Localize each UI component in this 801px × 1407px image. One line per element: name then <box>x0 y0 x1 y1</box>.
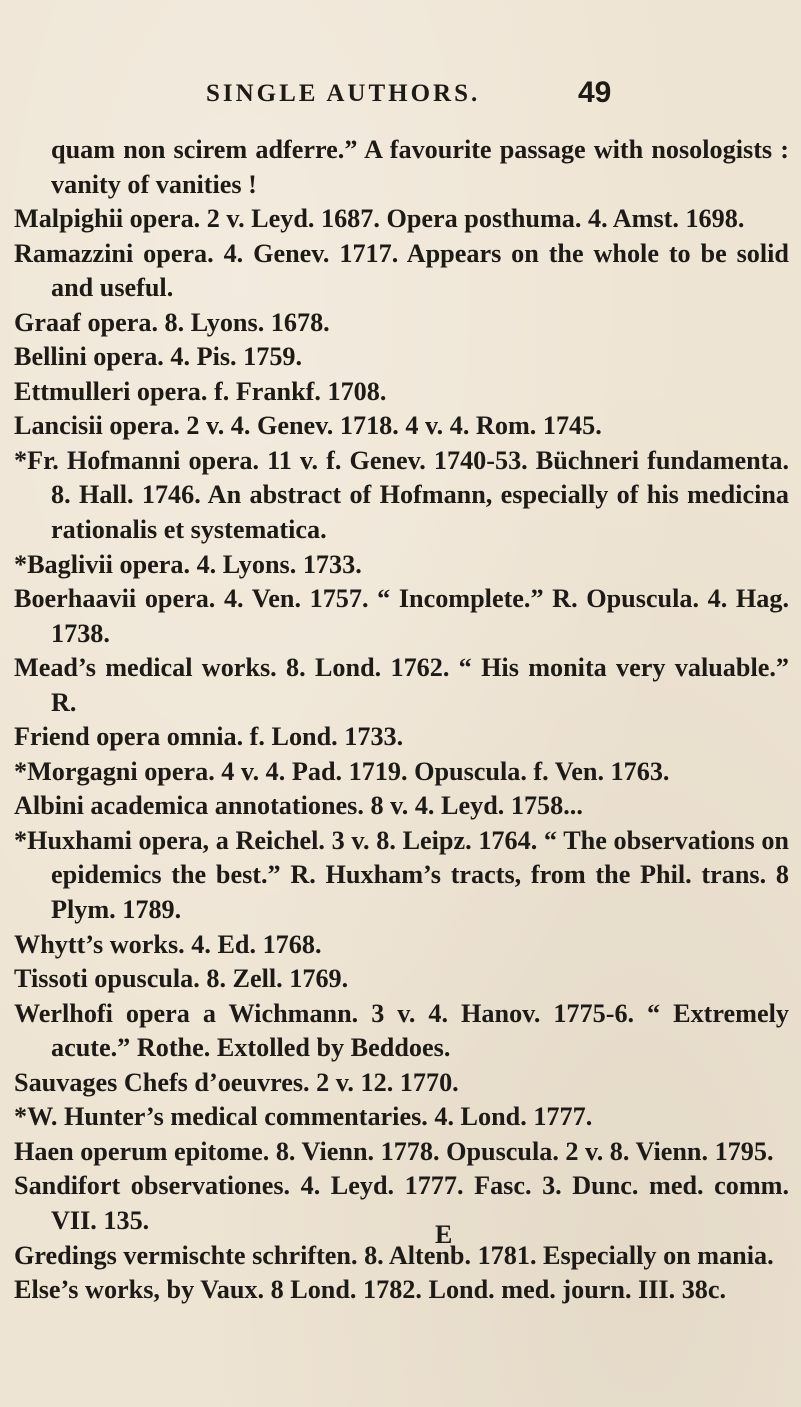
bibliography-list <box>14 133 789 1308</box>
entry-whytt: Whytt’s works. 4. Ed. 1768. <box>14 929 322 959</box>
entry-tissoti: Tissoti opuscula. 8. Zell. 1769. <box>14 964 349 994</box>
entry-graaf: Graaf opera. 8. Lyons. 1678. <box>14 307 330 337</box>
entry-hunter: *W. Hunter’s medical commentaries. 4. Lond. 1777. <box>14 1102 593 1132</box>
entry-sauvages: Sauvages Chefs d’oeuvres. 2 v. 12. 1770. <box>14 1067 459 1097</box>
entry-baglivii: *Baglivii opera. 4. Lyons. 1733. <box>14 549 362 579</box>
entry-ramazzini: Ramazzini opera. 4. Genev. 1717. Appears on the whole to be solid and useful. <box>14 238 789 303</box>
entry-morgagni: *Morgagni opera. 4 v. 4. Pad. 1719. Opuscula. f. Ven. 1763. <box>14 756 670 786</box>
entry-sandifort: Sandifort observationes. 4. Leyd. 1777. Fasc. 3. Dunc. med. comm. VII. 135. <box>14 1171 789 1235</box>
entry-ettmulleri: Ettmulleri opera. f. Frankf. 1708. <box>14 376 387 406</box>
entry-albini: Albini academica annotationes. 8 v. 4. Leyd. 1758... <box>14 791 583 821</box>
entry-continuation: quam non scirem adferre.” A favourite passage with nosologists : vanity of vanities ! <box>51 135 789 199</box>
entry-werlhofi: Werlhofi opera a Wichmann. 3 v. 4. Hanov. 1775-6. “ Extremely acute.” Rothe. Extolled by Beddoes. <box>14 998 789 1063</box>
page-number: 49 <box>578 76 612 109</box>
signature-mark: E <box>435 1220 453 1249</box>
entry-gredings: Gredings vermischte schriften. 8. Altenb. 1781. Especially on mania. <box>14 1240 774 1270</box>
entry-friend: Friend opera omnia. f. Lond. 1733. <box>14 722 404 752</box>
entry-boerhaavii: Boerhaavii opera. 4. Ven. 1757. “ Incomplete.” R. Opuscula. 4. Hag. 1738. <box>14 584 789 648</box>
entry-else: Else’s works, by Vaux. 8 Lond. 1782. Lond. med. journ. III. 38c. <box>14 1275 727 1305</box>
entry-haen: Haen operum epitome. 8. Vienn. 1778. Opuscula. 2 v. 8. Vienn. 1795. <box>14 1136 774 1166</box>
entry-mead: Mead’s medical works. 8. Lond. 1762. “ His monita very valuable.” R. <box>14 653 789 717</box>
entry-huxhami: *Huxhami opera, a Reichel. 3 v. 8. Leipz. 1764. “ The observations on epidemics the best.” R. Huxham’s tracts, from the Phil. trans. 8 Plym. 1789. <box>14 825 789 925</box>
entry-hofmanni: *Fr. Hofmanni opera. 11 v. f. Genev. 1740-53. Büchneri fundamenta. 8. Hall. 1746. An abstract of Hofmann, especially of his medicina rationalis et systematica. <box>14 445 789 545</box>
page-header <box>0 78 801 118</box>
running-title: SINGLE AUTHORS. <box>206 80 481 107</box>
entry-malpighii: Malpighii opera. 2 v. Leyd. 1687. Opera posthuma. 4. Amst. 1698. <box>14 204 745 234</box>
entry-lancisii: Lancisii opera. 2 v. 4. Genev. 1718. 4 v. 4. Rom. 1745. <box>14 411 602 441</box>
entry-bellini: Bellini opera. 4. Pis. 1759. <box>14 342 303 372</box>
